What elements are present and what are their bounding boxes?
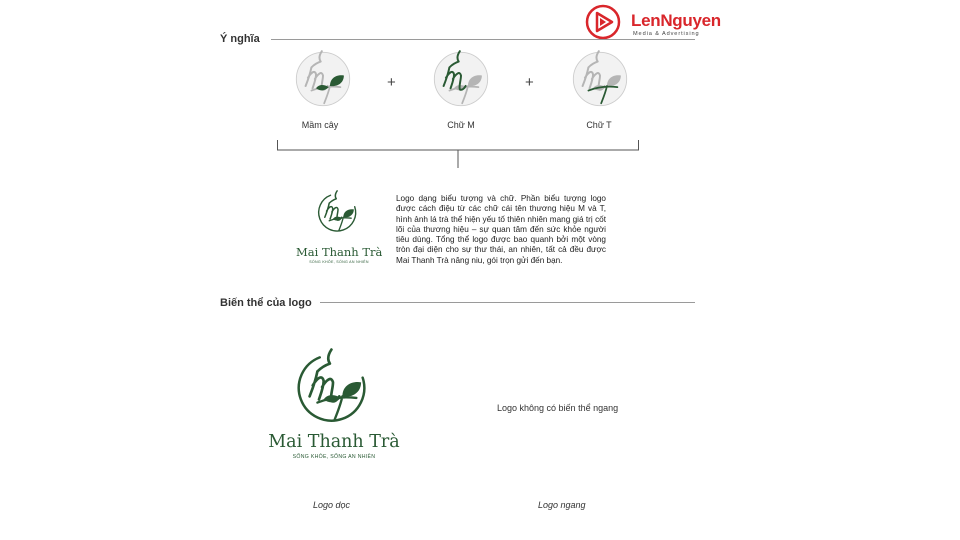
mark-letter-t (571, 50, 629, 108)
logo-small (296, 190, 382, 270)
sprout-mark-icon (294, 50, 352, 108)
agency-play-icon (585, 4, 621, 40)
agency-tagline: Media & Advertising (633, 31, 700, 37)
agency-logo (585, 4, 721, 42)
meaning-divider (271, 39, 695, 40)
agency-name: LenNguyen (631, 11, 721, 30)
plus-sign-1: + (387, 74, 396, 91)
no-horizontal-note: Logo không có biến thể ngang (497, 403, 619, 413)
caption-vertical: Logo dọc (313, 500, 351, 510)
grouping-bracket (276, 140, 640, 170)
plus-sign-2: + (525, 74, 534, 91)
logo-vertical-name: Mai Thanh Trà (268, 432, 400, 452)
logo-vertical-mark-icon (294, 348, 372, 426)
caption-horizontal: Logo ngang (538, 500, 586, 510)
variants-title: Biến thể của logo (220, 297, 312, 309)
logo-small-mark-icon (316, 190, 360, 234)
caption-sprout: Mầm cây (301, 120, 339, 130)
logo-small-name: Mai Thanh Trà (296, 245, 383, 259)
mark-letter-m (432, 50, 490, 108)
logo-small-tagline: SỐNG KHỎE, SỐNG AN NHIÊN (309, 260, 369, 264)
meaning-title: Ý nghĩa (220, 33, 260, 45)
letter-m-mark-icon (432, 50, 490, 108)
mark-sprout (294, 50, 352, 108)
logo-vertical-tagline: SỐNG KHỎE, SỐNG AN NHIÊN (292, 454, 376, 460)
logo-description: Logo dạng biểu tượng và chữ. Phần biểu tượng logo được cách điệu từ các chữ cái tên thương hiệu M và T, hình ảnh lá trà thể hiện yếu tố thiên nhiên mang giá trị cốt lõi của thương hiệu – sự quan tâm đến sức khỏe người tiêu dùng. Tổng thể logo được bao quanh bởi một vòng tròn đại diện cho sự thư thái, an nhiên, tất cả đều được Mai Thanh Trà nâng niu, gói trọn gửi đến bạn. (396, 194, 606, 265)
caption-letter-t: Chữ T (586, 120, 612, 130)
logo-vertical (268, 348, 400, 466)
caption-letter-m: Chữ M (447, 120, 475, 130)
variants-divider (320, 302, 695, 303)
letter-t-mark-icon (571, 50, 629, 108)
